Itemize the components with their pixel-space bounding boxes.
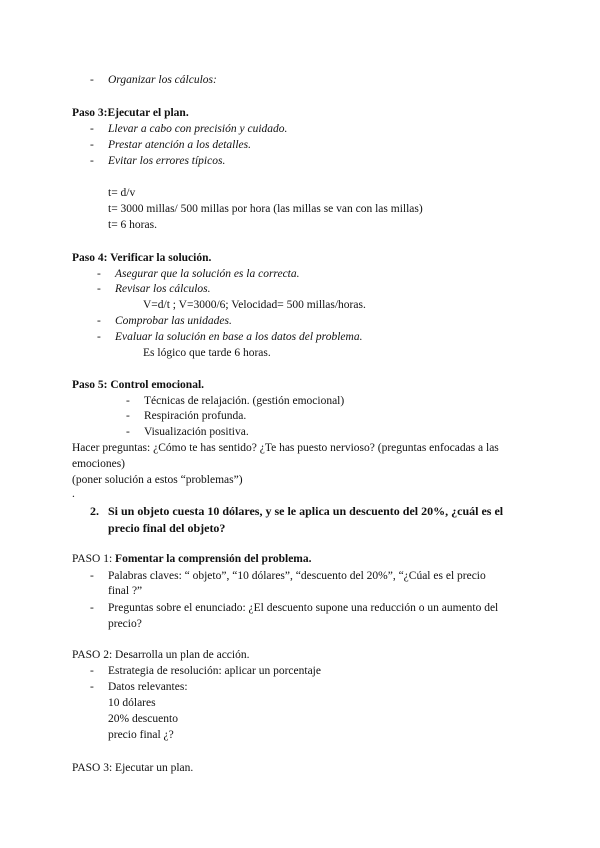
bullet-dash: -	[90, 602, 94, 614]
bullet-dash: -	[90, 74, 94, 86]
bullet-dash: -	[90, 681, 94, 693]
question-line: precio final del objeto?	[108, 521, 226, 535]
paso3-item: Prestar atención a los detalles.	[108, 139, 251, 151]
bullet-dash: -	[97, 283, 101, 295]
bullet-dash: -	[126, 410, 130, 422]
paso4-detail: Es lógico que tarde 6 horas.	[143, 347, 271, 359]
p2-data: precio final ¿?	[108, 729, 174, 741]
p3-heading: PASO 3: Ejecutar un plan.	[72, 762, 194, 774]
paso5-heading: Paso 5: Control emocional.	[72, 379, 205, 391]
paso4-detail: V=d/t ; V=3000/6; Velocidad= 500 millas/horas.	[143, 299, 366, 311]
bullet-dash: -	[90, 155, 94, 167]
paso5-item: Visualización positiva.	[144, 426, 249, 438]
paso3-item: Evitar los errores típicos.	[108, 155, 226, 167]
p2-item: Estrategia de resolución: aplicar un porcentaje	[108, 665, 321, 677]
p1-title: Fomentar la comprensión del problema.	[115, 553, 312, 565]
bullet-dash: -	[90, 665, 94, 677]
bullet-dash: -	[90, 123, 94, 135]
question-line: Si un objeto cuesta 10 dólares, y se le aplica un descuento del 20%, ¿cuál es el	[108, 504, 504, 518]
bullet-dash: -	[126, 426, 130, 438]
formula-line: t= 3000 millas/ 500 millas por hora (las millas se van con las millas)	[108, 203, 423, 215]
preguntas-line: emociones)	[72, 458, 126, 470]
p1-label: PASO 1:	[72, 553, 116, 565]
p2-heading: PASO 2: Desarrolla un plan de acción.	[72, 649, 250, 661]
p1-item: precio?	[108, 618, 142, 630]
formula-line: t= d/v	[108, 187, 136, 199]
question-number: 2.	[90, 504, 99, 518]
p2-item: Datos relevantes:	[108, 681, 188, 693]
paso4-item: Evaluar la solución en base a los datos del problema.	[115, 331, 363, 343]
preguntas-line: Hacer preguntas: ¿Cómo te has sentido? ¿Te has puesto nervioso? (preguntas enfocadas a las	[72, 442, 499, 454]
p1-heading	[72, 552, 312, 566]
p1-item: Preguntas sobre el enunciado: ¿El descuento supone una reducción o un aumento del	[108, 602, 499, 614]
p1-item: final ?”	[108, 585, 143, 597]
p1-item: Palabras claves: “ objeto”, “10 dólares”, “descuento del 20%”, “¿Cúal es el precio	[108, 570, 486, 582]
bullet-dash: -	[97, 331, 101, 343]
paso4-heading: Paso 4: Verificar la solución.	[72, 252, 212, 264]
formula-line: t= 6 horas.	[108, 219, 157, 231]
solucion-line: (poner solución a estos “problemas”)	[72, 474, 243, 486]
paso4-item: Revisar los cálculos.	[115, 283, 211, 295]
bullet-dash: -	[90, 570, 94, 582]
paso3-item: Llevar a cabo con precisión y cuidado.	[108, 123, 288, 135]
bullet-dash: -	[97, 268, 101, 280]
paso4-item: Asegurar que la solución es la correcta.	[115, 268, 300, 280]
p2-data: 20% descuento	[108, 713, 178, 725]
paso5-item: Respiración profunda.	[144, 410, 247, 422]
bullet-dash: -	[90, 139, 94, 151]
organizar-line: Organizar los cálculos:	[108, 74, 217, 86]
paso3-heading: Paso 3:Ejecutar el plan.	[72, 107, 189, 119]
stray-dot: .	[72, 488, 75, 500]
bullet-dash: -	[97, 315, 101, 327]
bullet-dash: -	[126, 395, 130, 407]
p2-data: 10 dólares	[108, 697, 156, 709]
paso5-item: Técnicas de relajación. (gestión emocional)	[144, 395, 345, 407]
paso4-item: Comprobar las unidades.	[115, 315, 232, 327]
